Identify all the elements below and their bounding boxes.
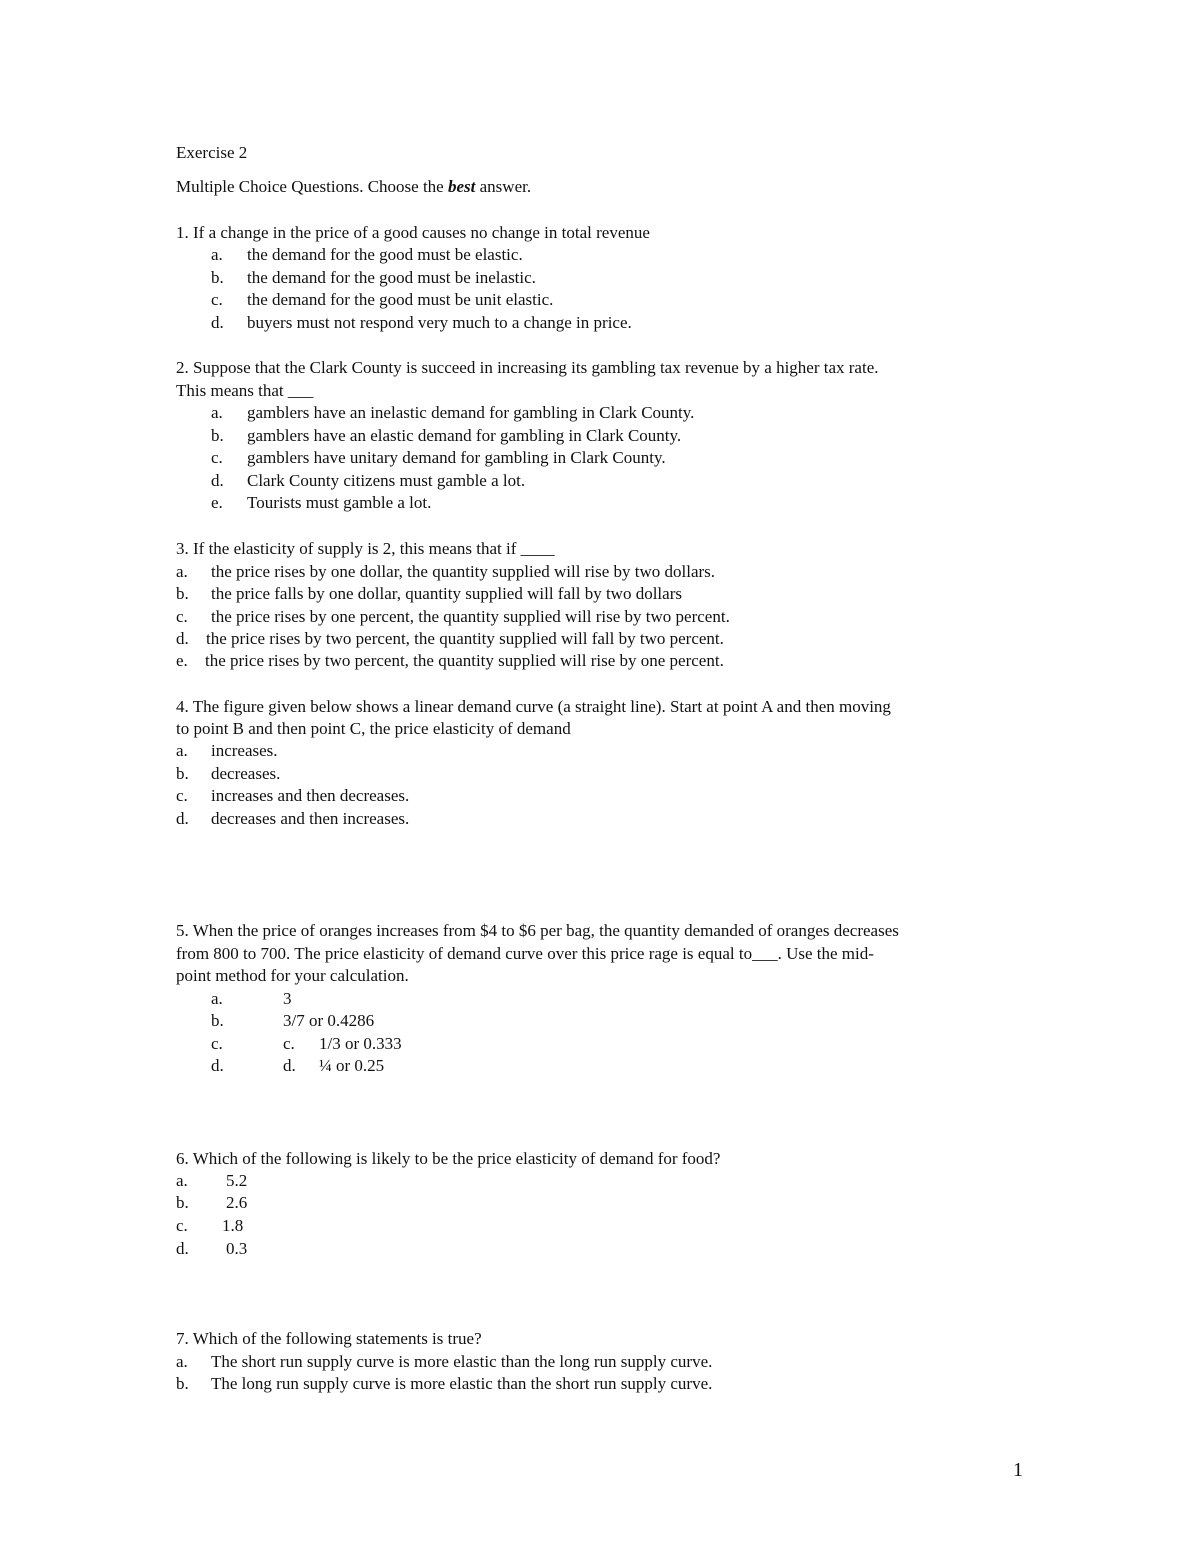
option-text: gamblers have an inelastic demand for gambling in Clark County. [247, 403, 695, 422]
question-4-option [176, 763, 280, 785]
instructions-emphasis: best [447, 177, 476, 196]
option-label: a. [176, 562, 188, 581]
option-text: The long run supply curve is more elastic than the short run supply curve. [211, 1374, 713, 1393]
option-label: a. [211, 403, 223, 422]
question-5-stem-cont: from 800 to 700. The price elasticity of demand curve over this price rage is equal to___. Use the mid- [176, 944, 874, 963]
option-label: d. [211, 313, 224, 332]
option-label: c. [176, 1216, 188, 1235]
option-label: a. [176, 1171, 188, 1190]
option-text: gamblers have unitary demand for gambling in Clark County. [247, 448, 666, 467]
question-2-stem: 2. Suppose that the Clark County is succeed in increasing its gambling tax revenue by a higher tax rate. [176, 358, 879, 377]
question-2-option [211, 492, 431, 514]
option-text: Clark County citizens must gamble a lot. [247, 471, 526, 490]
question-2-stem-cont: This means that ___ [176, 381, 314, 400]
option-label: d. [211, 1056, 224, 1075]
option-sublabel: c. [283, 1034, 295, 1053]
option-label: e. [211, 493, 223, 512]
question-1-option [211, 312, 632, 334]
question-6-option [176, 1192, 247, 1214]
option-label: b. [211, 426, 224, 445]
option-text: decreases. [211, 764, 281, 783]
question-6-option [176, 1170, 247, 1192]
question-4-option [176, 740, 278, 762]
question-5-stem: 5. When the price of oranges increases from $4 to $6 per bag, the quantity demanded of oranges decreases [176, 921, 899, 940]
question-7-stem: 7. Which of the following statements is true? [176, 1329, 482, 1348]
option-label: b. [176, 1374, 189, 1393]
option-label: c. [176, 607, 188, 626]
option-label: b. [176, 764, 189, 783]
question-2-option [211, 447, 666, 469]
question-7-option [176, 1351, 712, 1373]
option-label: a. [176, 741, 188, 760]
option-text: 1/3 or 0.333 [319, 1034, 402, 1053]
option-text: the price rises by two percent, the quantity supplied will rise by one percent. [205, 651, 724, 670]
question-5-option [211, 1055, 384, 1077]
option-text: 2.6 [226, 1193, 248, 1212]
question-4-option [176, 808, 409, 830]
question-2-option [211, 402, 694, 424]
option-label: d. [176, 809, 189, 828]
option-text: the demand for the good must be inelastic. [247, 268, 536, 287]
question-1-stem: 1. If a change in the price of a good causes no change in total revenue [176, 223, 650, 242]
question-5-option [211, 1033, 402, 1055]
option-text: buyers must not respond very much to a change in price. [247, 313, 632, 332]
option-text: the price falls by one dollar, quantity supplied will fall by two dollars [211, 584, 682, 603]
option-text: 3 [283, 989, 292, 1008]
option-label: e. [176, 651, 188, 670]
instructions-prefix: Multiple Choice Questions. Choose the [176, 177, 448, 196]
question-5-stem-cont: point method for your calculation. [176, 966, 409, 985]
page-number: 1 [1013, 1459, 1023, 1481]
question-2-option [211, 425, 681, 447]
option-text: gamblers have an elastic demand for gambling in Clark County. [247, 426, 682, 445]
option-text: the price rises by one percent, the quantity supplied will rise by two percent. [211, 607, 730, 626]
option-label: c. [211, 448, 223, 467]
question-2-option [211, 470, 525, 492]
question-6-option [176, 1238, 247, 1260]
question-3-option [176, 606, 730, 628]
question-4-stem-cont: to point B and then point C, the price elasticity of demand [176, 719, 571, 738]
option-text: the demand for the good must be elastic. [247, 245, 523, 264]
question-3-option [176, 650, 724, 672]
question-1-option [211, 244, 523, 266]
question-3-option [176, 583, 682, 605]
option-text: increases and then decreases. [211, 786, 410, 805]
option-label: a. [176, 1352, 188, 1371]
option-text: The short run supply curve is more elastic than the long run supply curve. [211, 1352, 713, 1371]
option-label: c. [211, 1034, 223, 1053]
option-text: 1.8 [222, 1216, 244, 1235]
question-4-option [176, 785, 409, 807]
option-label: a. [211, 245, 223, 264]
option-text: 5.2 [226, 1171, 248, 1190]
option-label: b. [211, 268, 224, 287]
option-label: c. [211, 290, 223, 309]
question-3-stem: 3. If the elasticity of supply is 2, this means that if ____ [176, 539, 555, 558]
option-label: d. [211, 471, 224, 490]
option-text: the price rises by two percent, the quantity supplied will fall by two percent. [206, 629, 724, 648]
question-4-stem: 4. The figure given below shows a linear demand curve (a straight line). Start at point A and then moving [176, 697, 891, 716]
instructions [176, 176, 531, 198]
option-sublabel: d. [283, 1056, 296, 1075]
question-3-option [176, 628, 724, 650]
option-text: 3/7 or 0.4286 [283, 1011, 375, 1030]
instructions-suffix: answer. [475, 177, 532, 196]
question-5-option [211, 988, 292, 1010]
option-label: d. [176, 629, 189, 648]
exercise-title: Exercise 2 [176, 143, 248, 162]
question-5-option [211, 1010, 374, 1032]
question-1-option [211, 267, 536, 289]
option-text: Tourists must gamble a lot. [247, 493, 432, 512]
option-label: b. [211, 1011, 224, 1030]
option-text: the demand for the good must be unit elastic. [247, 290, 554, 309]
question-7-option [176, 1373, 712, 1395]
option-label: b. [176, 584, 189, 603]
question-3-option [176, 561, 715, 583]
option-label: a. [211, 989, 223, 1008]
option-text: 0.3 [226, 1239, 248, 1258]
option-label: d. [176, 1239, 189, 1258]
option-label: c. [176, 786, 188, 805]
option-text: increases. [211, 741, 278, 760]
option-text: the price rises by one dollar, the quantity supplied will rise by two dollars. [211, 562, 716, 581]
question-1-option [211, 289, 553, 311]
question-6-stem: 6. Which of the following is likely to be the price elasticity of demand for food? [176, 1149, 721, 1168]
option-text: ¼ or 0.25 [319, 1056, 385, 1075]
option-label: b. [176, 1193, 189, 1212]
question-6-option [176, 1215, 243, 1237]
option-text: decreases and then increases. [211, 809, 410, 828]
